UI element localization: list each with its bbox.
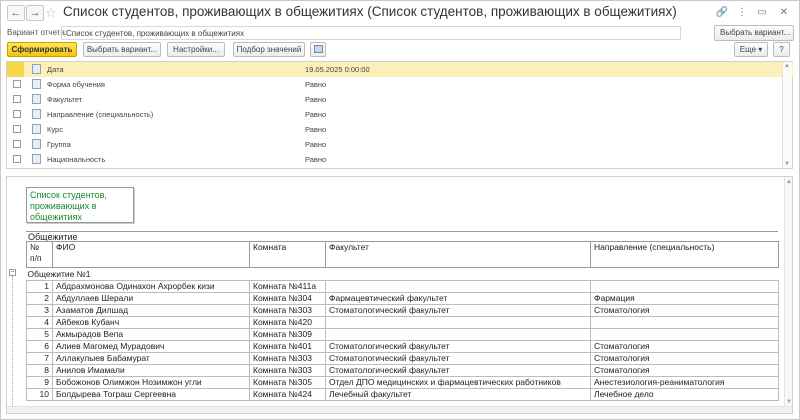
settings-list bbox=[6, 61, 793, 169]
cell-faculty: Стоматологический факультет bbox=[326, 305, 591, 317]
settings-label: Группа bbox=[47, 140, 71, 149]
table-row[interactable] bbox=[27, 377, 779, 389]
cell-faculty: Лечебный факультет bbox=[326, 389, 591, 401]
table-row[interactable] bbox=[27, 305, 779, 317]
collapse-group-icon[interactable]: − bbox=[10, 269, 15, 276]
cell-direction: Стоматология bbox=[591, 353, 779, 365]
cell-num: 10 bbox=[27, 389, 53, 401]
group-tree-line bbox=[12, 276, 13, 414]
title-bar bbox=[1, 1, 799, 25]
cell-fio: Азаматов Дилшад bbox=[53, 305, 250, 317]
cell-direction: Анестезиология-реаниматология bbox=[591, 377, 779, 389]
settings-button[interactable]: Настройки... bbox=[167, 42, 225, 57]
table-row[interactable] bbox=[27, 329, 779, 341]
selection-marker bbox=[7, 62, 24, 77]
report-scrollbar-vertical[interactable] bbox=[784, 177, 792, 407]
cell-num: 2 bbox=[27, 293, 53, 305]
settings-value[interactable]: Равно bbox=[305, 125, 327, 134]
settings-checkbox[interactable] bbox=[13, 125, 21, 133]
choose-variant-button-top[interactable]: Выбрать вариант... bbox=[714, 25, 794, 41]
table-row[interactable] bbox=[27, 293, 779, 305]
cell-room: Комната №303 bbox=[250, 353, 326, 365]
cell-faculty: Стоматологический факультет bbox=[326, 365, 591, 377]
choose-variant-button[interactable]: Выбрать вариант... bbox=[83, 42, 161, 57]
filter-icon bbox=[32, 124, 41, 134]
filter-icon bbox=[32, 154, 41, 164]
more-label: Еще bbox=[739, 45, 757, 54]
column-header-room: Комната bbox=[250, 242, 326, 268]
forward-button[interactable]: → bbox=[26, 5, 44, 21]
settings-label: Дата bbox=[47, 65, 64, 74]
column-header-fio: ФИО bbox=[53, 242, 250, 268]
settings-checkbox[interactable] bbox=[13, 80, 21, 88]
filter-icon bbox=[32, 139, 41, 149]
scroll-up-icon[interactable]: ▲ bbox=[786, 179, 792, 185]
cell-fio: Болдырева Тограш Сергеевна bbox=[53, 389, 250, 401]
settings-label: Направление (специальность) bbox=[47, 110, 154, 119]
cell-faculty bbox=[326, 329, 591, 341]
cell-direction bbox=[591, 317, 779, 329]
column-header-num-label: № bbox=[30, 242, 40, 252]
cell-room: Комната №305 bbox=[250, 377, 326, 389]
variant-row bbox=[1, 25, 799, 41]
settings-label: Курс bbox=[47, 125, 63, 134]
variant-field[interactable]: Список студентов, проживающих в общежитиях bbox=[61, 26, 681, 40]
settings-label: Форма обучения bbox=[47, 80, 105, 89]
cell-direction: Стоматология bbox=[591, 305, 779, 317]
report-title bbox=[26, 187, 134, 223]
report-scrollbar-horizontal[interactable] bbox=[7, 406, 793, 413]
settings-checkbox[interactable] bbox=[13, 110, 21, 118]
settings-row-faculty[interactable] bbox=[7, 92, 793, 107]
settings-label: Национальность bbox=[47, 155, 106, 164]
cell-faculty: Стоматологический факультет bbox=[326, 353, 591, 365]
cell-num: 8 bbox=[27, 365, 53, 377]
settings-value[interactable]: Равно bbox=[305, 140, 327, 149]
cell-fio: Аллакулыев Бабамурат bbox=[53, 353, 250, 365]
settings-row-nationality[interactable] bbox=[7, 152, 793, 167]
settings-value[interactable]: Равно bbox=[305, 95, 327, 104]
cell-direction: Стоматология bbox=[591, 341, 779, 353]
group-name: Общежитие №1 bbox=[27, 268, 91, 279]
settings-value[interactable]: Равно bbox=[305, 110, 327, 119]
group-header-line bbox=[26, 231, 778, 232]
scroll-up-icon[interactable]: ▲ bbox=[784, 63, 790, 69]
report-area bbox=[6, 176, 793, 414]
cell-fio: Бобожонов Олимжон Нозимжон угли bbox=[53, 377, 250, 389]
cell-room: Комната №411а bbox=[250, 281, 326, 293]
chevron-down-icon: ▾ bbox=[758, 45, 763, 54]
cell-direction: Стоматология bbox=[591, 365, 779, 377]
cell-fio: Айбеков Кубанч bbox=[53, 317, 250, 329]
report-title-line: проживающих в bbox=[30, 201, 97, 211]
table-row[interactable] bbox=[27, 353, 779, 365]
close-icon[interactable]: ✕ bbox=[779, 7, 789, 18]
cell-num: 3 bbox=[27, 305, 53, 317]
pick-values-button[interactable]: Подбор значений bbox=[233, 42, 305, 57]
filter-icon bbox=[32, 94, 41, 104]
settings-checkbox[interactable] bbox=[13, 140, 21, 148]
table-row[interactable] bbox=[27, 317, 779, 329]
cell-num: 1 bbox=[27, 281, 53, 293]
help-button[interactable]: ? bbox=[773, 42, 790, 57]
table-header-row bbox=[27, 242, 779, 268]
column-header-direction: Направление (специальность) bbox=[591, 242, 779, 268]
cell-faculty: Стоматологический факультет bbox=[326, 341, 591, 353]
cell-fio: Абдуллаев Шерали bbox=[53, 293, 250, 305]
back-button[interactable]: ← bbox=[7, 5, 25, 21]
variant-label: Вариант отчета: bbox=[7, 28, 67, 37]
table-settings-icon bbox=[314, 45, 323, 53]
cell-room: Комната №424 bbox=[250, 389, 326, 401]
cell-faculty bbox=[326, 281, 591, 293]
settings-checkbox[interactable] bbox=[13, 95, 21, 103]
settings-row-date[interactable] bbox=[7, 62, 793, 77]
settings-row-group[interactable] bbox=[7, 137, 793, 152]
settings-row-direction[interactable] bbox=[7, 107, 793, 122]
cell-num: 4 bbox=[27, 317, 53, 329]
cell-fio: Акмырадов Вепа bbox=[53, 329, 250, 341]
scroll-down-icon[interactable]: ▼ bbox=[786, 399, 792, 405]
cell-num: 6 bbox=[27, 341, 53, 353]
column-header-faculty: Факультет bbox=[326, 242, 591, 268]
calendar-icon bbox=[32, 64, 41, 74]
cell-num: 5 bbox=[27, 329, 53, 341]
cell-faculty bbox=[326, 317, 591, 329]
cell-fio: Анилов Имамали bbox=[53, 365, 250, 377]
settings-value[interactable]: Равно bbox=[305, 80, 327, 89]
cell-faculty: Фармацевтический факультет bbox=[326, 293, 591, 305]
save-settings-button[interactable] bbox=[310, 42, 326, 57]
group-header-label: Общежитие bbox=[28, 232, 78, 242]
table-row[interactable] bbox=[27, 341, 779, 353]
cell-direction: Лечебное дело bbox=[591, 389, 779, 401]
report-title-line: общежитиях bbox=[30, 212, 82, 222]
scroll-down-icon[interactable]: ▼ bbox=[784, 161, 790, 167]
cell-faculty: Отдел ДПО медицинских и фармацевтических работников bbox=[326, 377, 591, 389]
settings-row-study-form[interactable] bbox=[7, 77, 793, 92]
table-row[interactable] bbox=[27, 281, 779, 293]
column-header-num bbox=[27, 242, 53, 268]
table-row[interactable] bbox=[27, 389, 779, 401]
cell-room: Комната №420 bbox=[250, 317, 326, 329]
filter-icon bbox=[32, 79, 41, 89]
report-title-line: Список студентов, bbox=[30, 190, 107, 200]
settings-checkbox[interactable] bbox=[13, 155, 21, 163]
maximize-icon[interactable]: ▭ bbox=[757, 7, 767, 18]
more-button[interactable] bbox=[734, 42, 768, 57]
cell-direction bbox=[591, 329, 779, 341]
favorite-star-icon[interactable]: ☆ bbox=[45, 5, 57, 20]
settings-scrollbar[interactable] bbox=[782, 62, 792, 168]
settings-value[interactable]: Равно bbox=[305, 155, 327, 164]
filter-icon bbox=[32, 109, 41, 119]
more-icon[interactable]: ⋮ bbox=[737, 7, 747, 18]
students-table bbox=[26, 241, 779, 401]
cell-room: Комната №401 bbox=[250, 341, 326, 353]
group-row bbox=[27, 268, 779, 281]
settings-row-course[interactable] bbox=[7, 122, 793, 137]
cell-direction bbox=[591, 281, 779, 293]
cell-fio: Алиев Магомед Мурадович bbox=[53, 341, 250, 353]
cell-direction: Фармация bbox=[591, 293, 779, 305]
cell-room: Комната №303 bbox=[250, 305, 326, 317]
cell-num: 7 bbox=[27, 353, 53, 365]
cell-fio: Абдрахмонова Одинахон Ахрорбек кизи bbox=[53, 281, 250, 293]
cell-num: 9 bbox=[27, 377, 53, 389]
settings-value[interactable]: 19.05.2025 0:00:00 bbox=[305, 65, 370, 74]
link-icon[interactable]: 🔗 bbox=[715, 7, 729, 18]
table-row[interactable] bbox=[27, 365, 779, 377]
settings-label: Факультет bbox=[47, 95, 83, 104]
column-header-num-label2: п/п bbox=[30, 253, 42, 263]
cell-room: Комната №303 bbox=[250, 365, 326, 377]
generate-button[interactable]: Сформировать bbox=[7, 42, 77, 57]
cell-room: Комната №304 bbox=[250, 293, 326, 305]
cell-room: Комната №309 bbox=[250, 329, 326, 341]
toolbar bbox=[1, 41, 799, 59]
window-title: Список студентов, проживающих в общежитиях (Список студентов, проживающих в общежитиях) bbox=[63, 4, 677, 19]
